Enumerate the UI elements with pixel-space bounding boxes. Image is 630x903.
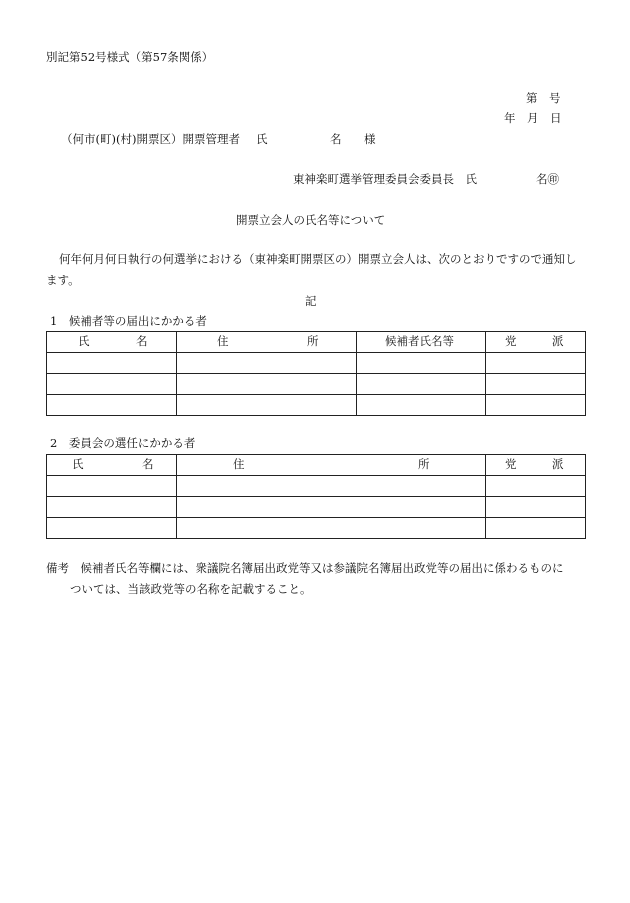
table-cell[interactable]	[47, 395, 177, 416]
table-cell[interactable]	[486, 518, 586, 539]
document-number: 第 号	[526, 91, 561, 105]
table-cell[interactable]	[486, 476, 586, 497]
header-cell-address	[177, 332, 357, 353]
sender-title: 東神楽町選挙管理委員会委員長 氏	[293, 172, 477, 186]
header-label: 党	[505, 334, 517, 348]
header-label: 名	[142, 457, 154, 471]
addressee-sama: 様	[364, 132, 376, 146]
table-cell[interactable]	[47, 353, 177, 374]
ki-marker: 記	[305, 294, 317, 308]
form-label: 別記第52号様式（第57条関係）	[46, 50, 214, 64]
section2-table	[46, 454, 586, 539]
table-row	[47, 395, 586, 416]
header-cell-party	[486, 332, 586, 353]
body-line-1: 何年何月何日執行の何選挙における（東神楽町開票区の）開票立会人は、次のとおりですので通知し	[59, 252, 577, 266]
header-cell-address	[177, 455, 486, 476]
header-cell-name	[47, 455, 177, 476]
table-cell[interactable]	[486, 374, 586, 395]
table-cell[interactable]	[486, 395, 586, 416]
header-cell-name	[47, 332, 177, 353]
header-label: 派	[552, 457, 564, 471]
header-label: 名	[136, 334, 148, 348]
table-cell[interactable]	[177, 374, 357, 395]
section1-table	[46, 331, 586, 416]
body-line-2: ます。	[46, 273, 80, 287]
section2-heading: 2 委員会の選任にかかる者	[50, 436, 196, 450]
addressee-mei: 名	[330, 132, 342, 146]
header-cell-party	[486, 455, 586, 476]
table-row	[47, 353, 586, 374]
header-label: 派	[552, 334, 564, 348]
document-date: 年 月 日	[504, 111, 562, 125]
table-row	[47, 518, 586, 539]
table-row	[47, 497, 586, 518]
table-cell[interactable]	[486, 353, 586, 374]
sender-seal: 名㊞	[536, 172, 559, 186]
addressee-shi: 氏	[256, 132, 268, 146]
table-cell[interactable]	[47, 497, 177, 518]
table-cell[interactable]	[486, 497, 586, 518]
table-cell[interactable]	[177, 395, 357, 416]
table-cell[interactable]	[47, 518, 177, 539]
addressee-prefix: （何市(町)(村)開票区）開票管理者	[61, 132, 240, 146]
document-subject: 開票立会人の氏名等について	[236, 213, 386, 227]
table-row	[47, 374, 586, 395]
section1-heading: 1 候補者等の届出にかかる者	[50, 314, 207, 328]
table-cell[interactable]	[357, 374, 486, 395]
table-header-row	[47, 332, 586, 353]
table-row	[47, 476, 586, 497]
header-label: 氏	[78, 334, 90, 348]
header-label: 住	[217, 334, 229, 348]
table-cell[interactable]	[177, 476, 486, 497]
remarks-line-1: 備考 候補者氏名等欄には、衆議院名簿届出政党等又は参議院名簿届出政党等の届出に係わるものに	[46, 561, 564, 575]
table-cell[interactable]	[177, 497, 486, 518]
table-cell[interactable]	[177, 353, 357, 374]
table-cell[interactable]	[177, 518, 486, 539]
header-label: 候補者氏名等	[385, 334, 454, 348]
table-cell[interactable]	[47, 374, 177, 395]
table-cell[interactable]	[47, 476, 177, 497]
header-label: 住	[233, 457, 245, 471]
header-label: 所	[307, 334, 319, 348]
header-label: 党	[505, 457, 517, 471]
header-label: 所	[418, 457, 430, 471]
remarks-line-2: ついては、当該政党等の名称を記載すること。	[70, 582, 312, 596]
header-cell-candidate	[357, 332, 486, 353]
table-cell[interactable]	[357, 395, 486, 416]
table-cell[interactable]	[357, 353, 486, 374]
table-header-row	[47, 455, 586, 476]
header-label: 氏	[72, 457, 84, 471]
